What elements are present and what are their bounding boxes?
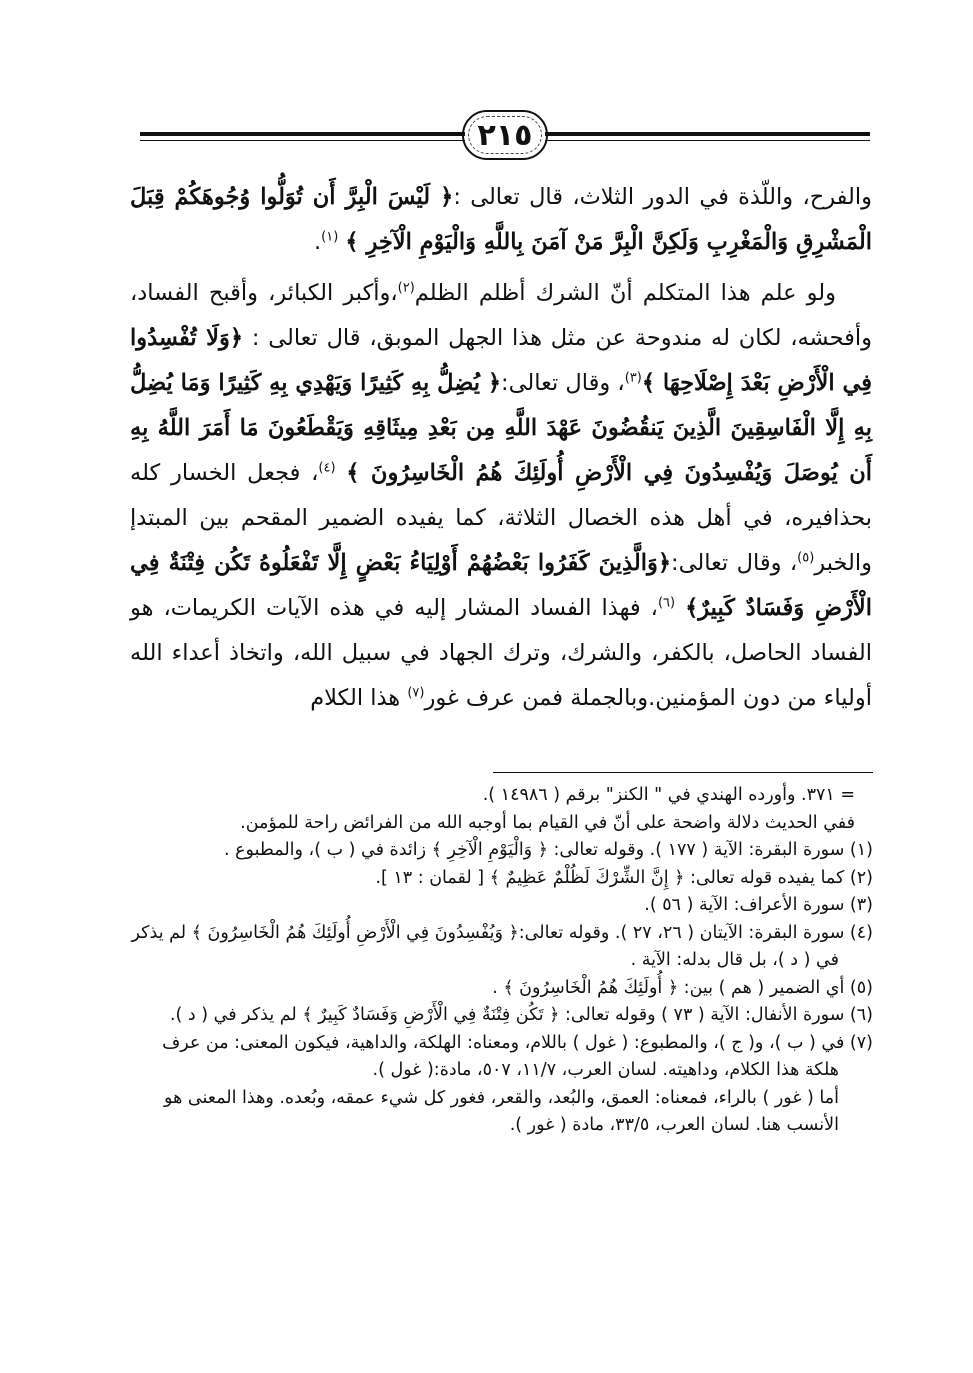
paragraph-1: [130, 175, 872, 265]
footnote-ref: (٤): [318, 460, 336, 476]
footnote-2: (٢) كما يفيده قوله تعالى: ﴿ إِنَّ الشِّرْكَ لَظُلْمٌ عَظِيمٌ ﴾ [ لقمان : ١٣ ].: [375, 867, 873, 888]
quran-verse: ﴿ يُضِلُّ بِهِ كَثِيرًا وَيَهْدِي بِهِ كَثِيرًا وَمَا يُضِلُّ بِهِ إِلَّا الْفَاسِقِينَ الَّذِينَ يَنقُضُونَ عَهْدَ اللَّهِ مِن بَعْدِ مِيثَاقِهِ وَيَقْطَعُونَ مَا أَمَرَ اللَّهُ بِهِ أَن يُوصَلَ وَيُفْسِدُونَ فِي الْأَرْضِ أُولَئِكَ هُمُ الْخَاسِرُونَ ﴾: [130, 370, 872, 486]
page-header: [140, 108, 870, 164]
text-segment: ، فجعل الخسار كله بحذافيره، في أهل هذه الخصال الثلاثة، كما يفيده الضمير المقحم بين المبتدإ والخبر: [130, 460, 872, 576]
footnote-6: (٦) سورة الأنفال: الآية ( ٧٣ ) وقوله تعالى: ﴿ تَكُن فِتْنَةٌ فِي الْأَرْضِ وَفَسَادٌ كَبِيرٌ ﴾ لم يذكر في ( د ).: [169, 1005, 873, 1025]
footnote-ref: (٣): [624, 370, 642, 386]
paragraph-2: [130, 271, 872, 721]
page-number-badge: ٢١٥: [462, 110, 548, 160]
main-text: [130, 175, 872, 721]
footnote-divider: [493, 772, 873, 773]
footnote-ref: (٧): [407, 685, 425, 701]
text-segment: ، وقال تعالى:: [501, 370, 625, 396]
footnote-ref: (٦): [657, 595, 676, 611]
footnotes: [128, 782, 873, 1140]
footnote-7-continued: أما ( غور ) بالراء، فمعناه: العمق، والبُعد، والقعر، فغور كل شيء عمقه، وبُعده. وهذا المعنى هو الأنسب هنا. لسان العرب، ٣٣/٥، مادة ( غور ).: [164, 1087, 839, 1135]
footnote-ref: (١): [321, 229, 339, 245]
text-segment: .: [313, 229, 322, 255]
footnote-ref: (٥): [797, 550, 815, 566]
footnote-1: (١) سورة البقرة: الآية ( ١٧٧ ). وقوله تعالى: ﴿ وَالْيَوْمِ الْآخِرِ ﴾ زائدة في ( ب )، والمطبوع .: [223, 840, 873, 860]
footnote-ref: (٢): [397, 280, 415, 296]
text-segment: ولو علم هذا المتكلم أنّ الشرك أظلم الظلم: [414, 280, 836, 306]
text-segment: ، وقال تعالى:: [671, 550, 798, 576]
header-rule-left: [140, 132, 465, 141]
quran-verse: ﴿وَالَّذِينَ كَفَرُوا بَعْضُهُمْ أَوْلِيَاءُ بَعْضٍ إِلَّا تَفْعَلُوهُ تَكُن فِتْنَةٌ فِي الْأَرْضِ وَفَسَادٌ كَبِيرٌ﴾: [130, 550, 872, 621]
header-rule-right: [545, 132, 870, 141]
footnote-4: (٤) سورة البقرة: الآيتان ( ٢٦، ٢٧ ). وقوله تعالى:﴿ وَيُفْسِدُونَ فِي الْأَرْضِ أُولَئِكَ هُمُ الْخَاسِرُونَ ﴾ لم يذكر في ( د )، بل قال بدله: الآية .: [131, 922, 873, 970]
footnote-3: (٣) سورة الأعراف: الآية ( ٥٦ ).: [644, 895, 873, 915]
quran-verse: ﴿ لَيْسَ الْبِرَّ أَن تُوَلُّوا وُجُوهَكُمْ قِبَلَ الْمَشْرِقِ وَالْمَغْرِبِ وَلَكِنَّ الْبِرَّ مَنْ آمَنَ بِاللَّهِ وَالْيَوْمِ الْآخِرِ ﴾: [130, 184, 872, 255]
text-segment: هذا الكلام: [310, 685, 408, 711]
text-segment: والفرح، واللّذة في الدور الثلاث، قال تعالى :: [453, 184, 873, 210]
text-segment: ، فهذا الفساد المشار إليه في هذه الآيات الكريمات، هو الفساد الحاصل، بالكفر، والشرك، وترك الجهاد في سبيل الله، واتخاذ أعداء الله أولياء من دون المؤمنين.وبالجملة فمن عرف غور: [130, 595, 872, 711]
text-segment: ،وأكبر الكبائر، وأقبح الفساد، وأفحشه، لكان له مندوحة عن مثل هذا الجهل الموبق، قال تعالى :: [130, 280, 873, 351]
footnote-continuation: = ٣٧١. وأورده الهندي في " الكنز" برقم ( ١٤٩٨٦ ).: [482, 785, 855, 805]
footnote-7: (٧) في ( ب )، و( ج )، والمطبوع: ( غول ) باللام، ومعناه: الهلكة، والداهية، فيكون المعنى: من عرف هلكة هذا الكلام، وداهيته. لسان العرب، ١١/٧، ٥٠٧، مادة:( غول ).: [162, 1032, 873, 1080]
footnote-5: (٥) أي الضمير ( هم ) بين: ﴿ أُولَئِكَ هُمُ الْخَاسِرُونَ ﴾ .: [492, 977, 873, 998]
footnote-continuation: ففي الحديث دلالة واضحة على أنّ في القيام بما أوجبه الله من الفرائض راحة للمؤمن.: [240, 812, 855, 833]
quran-verse: ﴿وَلَا تُفْسِدُوا فِي الْأَرْضِ بَعْدَ إِصْلَاحِهَا ﴾: [130, 325, 873, 396]
